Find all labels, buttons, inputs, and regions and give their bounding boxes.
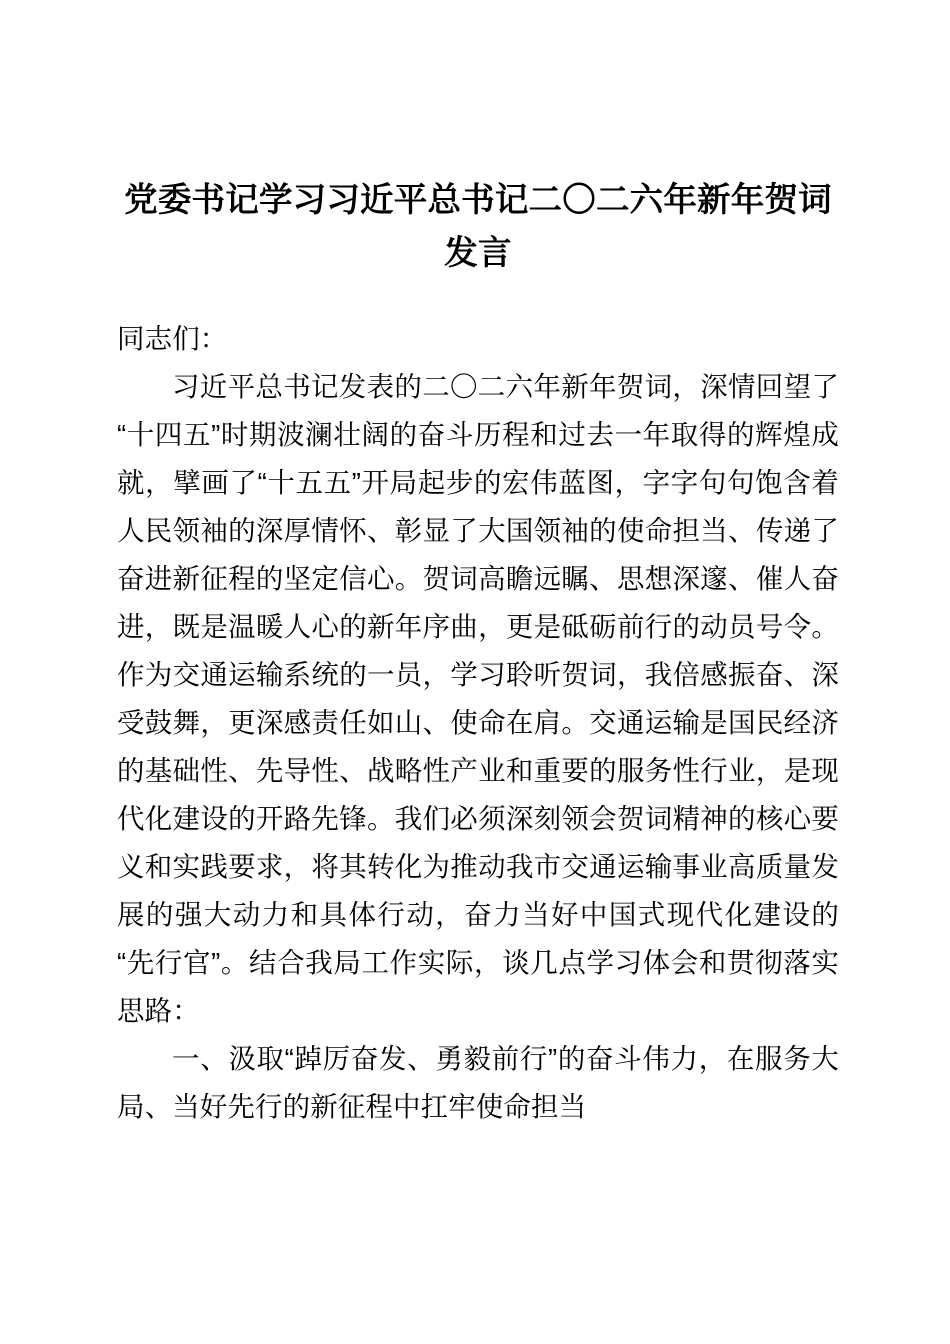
document-body: [117, 0, 839, 1131]
body-paragraph-2: 一、汲取“踔厉奋发、勇毅前行”的奋斗伟力，在服务大局、当好先行的新征程中扛牢使命担当: [117, 1042, 839, 1122]
salutation-line: 同志们：: [117, 322, 228, 354]
page-title: 党委书记学习习近平总书记二〇二六年新年贺词发言: [124, 182, 832, 272]
body-paragraph-1: 习近平总书记发表的二〇二六年新年贺词，深情回望了“十四五”时期波澜壮阔的奋斗历程和过去一年取得的辉煌成就，擘画了“十五五”开局起步的宏伟蓝图，字字句句饱含着人民领袖的深厚情怀、彰显了大国领袖的使命担当、传递了奋进新征程的坚定信心。贺词高瞻远瞩、思想深邃、催人奋进，既是温暖人心的新年序曲，更是砥砺前行的动员号令。作为交通运输系统的一员，学习聆听贺词，我倍感振奋、深受鼓舞，更深感责任如山、使命在肩。交通运输是国民经济的基础性、先导性、战略性产业和重要的服务性行业，是现代化建设的开路先锋。我们必须深刻领会贺词精神的核心要义和实践要求，将其转化为推动我市交通运输事业高质量发展的强大动力和具体行动，奋力当好中国式现代化建设的“先行官”。结合我局工作实际，谈几点学习体会和贯彻落实思路：: [117, 370, 839, 1026]
